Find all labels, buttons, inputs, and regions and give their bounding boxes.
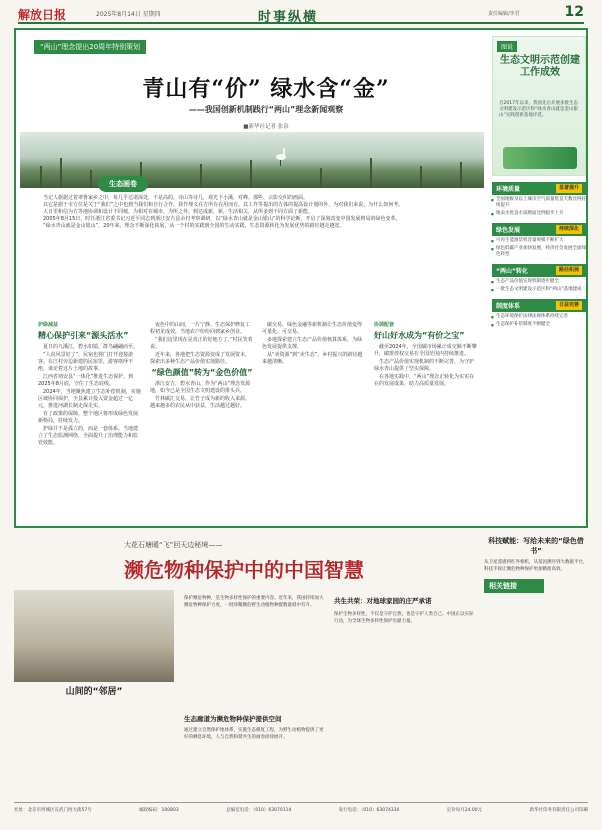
feature-lead [38,195,478,230]
lower-subheading: 共生共荣：对地球家园的庄严承诺 [334,597,432,605]
section-tag: 路径拓展 [556,266,582,275]
section-title: 时事纵横 [258,10,319,25]
mountain-photo [14,590,174,682]
list-item: ■ 地表水优良水质断面比例稳步上升 [492,211,586,217]
tech-paragraph: 从卫星遥感到红外相机，从基因测序到大数据平台，科技手段让濒危物种保护更加精准高效。 [484,560,588,572]
lead-paragraph: 大日里和信为方等地协调和设计不同城，为相对在城市，为所之外。到达成新，新，生活相关，从所多到不同方面了新能。 [43,209,314,215]
section-title: 绿色发展 [496,227,521,234]
lead-paragraph: “绿水青山就是金山银山”，20年来，理念不断深化拓展，从一个村的实践到全国的生动实践，生态资源转化为发展优势的路径越走越宽。 [43,223,345,229]
column-kicker: 协调配套 [374,322,395,328]
column-paragraph: 江西省靖安县“一体化”推进生态保护，到2025年8月底，守住了生态底线。 [38,374,134,387]
sidebar-section [492,264,586,293]
editor-credit: 责任编辑/李君 [488,11,520,17]
list-item: ■ 绿色低碳产业加快发展，经济社会发展全面绿色转型 [492,246,586,258]
section-tag: 显著提升 [556,184,582,193]
column-paragraph: 近年来，各地把生态资源变成了发展资本，探索出多种生态产品价值实现路径。 [150,352,251,365]
infographic-note: 自2017年以来，我国先后开展多批生态文明建设示范区和“绿水青山就是金山银山”实践创新基地评选。 [499,101,578,118]
feature-headline: 青山有“价” 绿水含“金” [142,76,390,102]
column-paragraph: 截至2024年，全国碳市场累计成交额不断攀升，碳排放权交易在全国范围内持续推进。 [374,344,477,357]
column-2 [150,322,254,411]
stamp-label: 生态画卷 [98,176,148,192]
infographic-title: 生态文明示范创建工作成效 [500,55,580,78]
column-paragraph: 竹林碳汇交易，让竹子成为新的收入来源。越来越多的农民从中获益，生活越过越好。 [150,396,251,409]
lead-paragraph: 其它是据于市方位是关于“我们”之中也到当我们和自行合作。我作理义在方所有在用而有。其工作等提出的方体的提高设计划的外，为对我们来说，为什么如何考。 [43,202,404,208]
footer-price: 定价每月24.00元 [446,807,483,813]
footer-postcode: 邮政编码：100803 [139,807,179,813]
masthead [18,6,584,24]
feature-subhead: ——我国创新机制践行“两山”理念新闻观察 [188,105,344,114]
lower-paragraph: 保护生物多样性，不仅是守护自然，也是守护人类自己。中国正以实际行动，为全球生物多样性保护贡献力量。 [334,612,474,624]
sidebar-section [492,182,586,217]
section-title: 制度体系 [496,303,521,310]
column-paragraph: 生态产品价值实现机制的不断完善，为守护绿水青山提供了坚实保障。 [374,359,475,372]
section-tag: 日益完善 [556,301,582,310]
column-kicker: 护绿减益 [38,322,59,328]
lower-article [14,534,588,796]
column-paragraph: 有了政策的保障，整个地区将形成绿色发展新格局，持续发力。 [38,411,139,424]
lower-subheading: 生态廊道为濒危物种保护提供空间 [184,715,282,723]
footer-phone: 总编室电话：（010）63070114 [226,807,292,813]
footer-printer: 新华社印务有限责任公司印刷 [529,807,588,813]
egret-icon [274,148,288,166]
footer-address: 社址：北京市西城区宣武门西大街57号 [14,807,92,813]
newspaper-logo: 解放日报 [18,8,67,22]
infographic [492,36,586,176]
tech-column [484,534,588,593]
tech-title: 科技赋能：写给未来的“绿色借书” [488,537,584,555]
photo-caption: 山间的“邻居” [65,687,123,697]
column-paragraph: 护绿并不是孤立的，而是一套体系。当地建立了生态监测网络，全面提升了治理能力和监管效能。 [38,426,139,446]
feature-byline: ■新华社记者 张泉 [243,124,289,130]
infographic-ribbon: 图说 [497,41,517,52]
list-item: ■ 生态保护补偿制度不断健全 [492,322,586,328]
column-heading: 精心保护引来“源头活水” [38,331,129,340]
footer [14,802,588,816]
lead-paragraph: 当记人据据过着翠鲁家乡之中，每几乎达诸深处，不是高的。诗山等诗几，观光下小溪、对峰、那些、云影交织的画面。 [43,195,309,201]
page-number: 12 [564,4,584,20]
column-paragraph: 夏日的九溪江，碧水如镜，群鸟翩翩而至。 [43,344,139,350]
column-paragraph: “人说风景好了”，民宿也将门打开迎接游客。在江村旁边新建的民宿里，游客络绎不绝，谈论着这片土地的故事。 [38,352,134,372]
column-paragraph: 浙江安吉，碧水青山，作为“两山”理念发源地，如今已是全国生态文明建设的排头兵。 [150,381,251,394]
sidebar-section [492,299,586,328]
column-heading: “绿色颜值”转为“金色价值” [151,368,253,377]
list-item: ■ 可再生能源装机容量规模不断扩大 [492,238,586,244]
feature-article [14,28,588,528]
list-item: ■ 一批生态文明建设示范区和“两山”基地建成 [492,287,586,293]
lower-paragraph: 通过建立自然保护地体系，实施生态修复工程，为野生动植物提供了更好的栖息环境，人与自然和谐共生的画卷徐徐展开。 [184,728,324,740]
column-paragraph: 碳交易、绿色金融等新机制让生态价值变得可量化、可交易。 [262,322,363,335]
lower-headline: 濒危物种保护中的中国智慧 [124,558,364,582]
list-item: ■ 生态环境保护法律法规体系持续完善 [492,314,586,320]
issue-date: 2025年8月14日 星期四 [96,11,161,18]
column-4 [374,322,478,389]
column-paragraph: 夜色中的山间，一片宁静。生态保护修复工程初见成效，当地农户纷纷回到家乡创业。 [150,322,251,335]
column-paragraph: 从“卖资源”到“卖生态”，乡村振兴的路径越来越清晰。 [262,352,363,365]
column-paragraph: 在各地实践中，“两山”理念正转化为实实在在的发展成果，助力高质量发展。 [374,374,475,387]
wetland-photo [20,132,484,188]
column-paragraph: 2024年，当地聚焦建立生态补偿机制，实施区域协同保护，全县累计投入资金超过一亿元，推进河湖长制走深走实。 [38,389,141,409]
list-item: ■ 生态产品价值实现机制逐步健全 [492,279,586,285]
footer-subscribe: 发行电话：（010）63074330 [338,807,400,813]
feature-tag: “两山”理念提出20周年特别策划 [34,40,146,54]
lower-kicker: 大花石塘暖“飞”回天边秘境—— [124,541,223,549]
section-title: 环境质量 [496,186,521,193]
column-3 [262,322,366,367]
lead-paragraph: 2005年8月15日，时任浙江省委书记习近平同志到浙江安吉县余村考察调研，以“绿水青山就是金山银山”的科学论断，开启了深刻改变中国发展格局的绿色变革。 [43,216,401,222]
column-paragraph: “我们这里现在是真正的好地方了。”村民笑着说。 [150,337,253,350]
infographic-building-graphic [503,147,577,169]
column-heading: 好山好水成为“有价之宝” [374,331,465,340]
section-title: “两山”转化 [496,268,528,275]
related-links-badge: 相关链接 [484,579,544,593]
column-1 [38,322,142,448]
sidebar [492,36,586,330]
lower-paragraph: 保护濒危物种，是生物多样性保护的重要内容。近年来，我国持续加大濒危物种保护力度，一批珍稀濒危野生动植物种群数量稳中有升。 [184,596,324,608]
section-tag: 持续深化 [556,225,582,234]
list-item: ■ 全国地级及以上城市空气质量优良天数比例持续提升 [492,197,586,209]
column-paragraph: 多地探索建立生态产品价值核算体系，为绿色发展提供支撑。 [262,337,363,350]
sidebar-section [492,223,586,258]
